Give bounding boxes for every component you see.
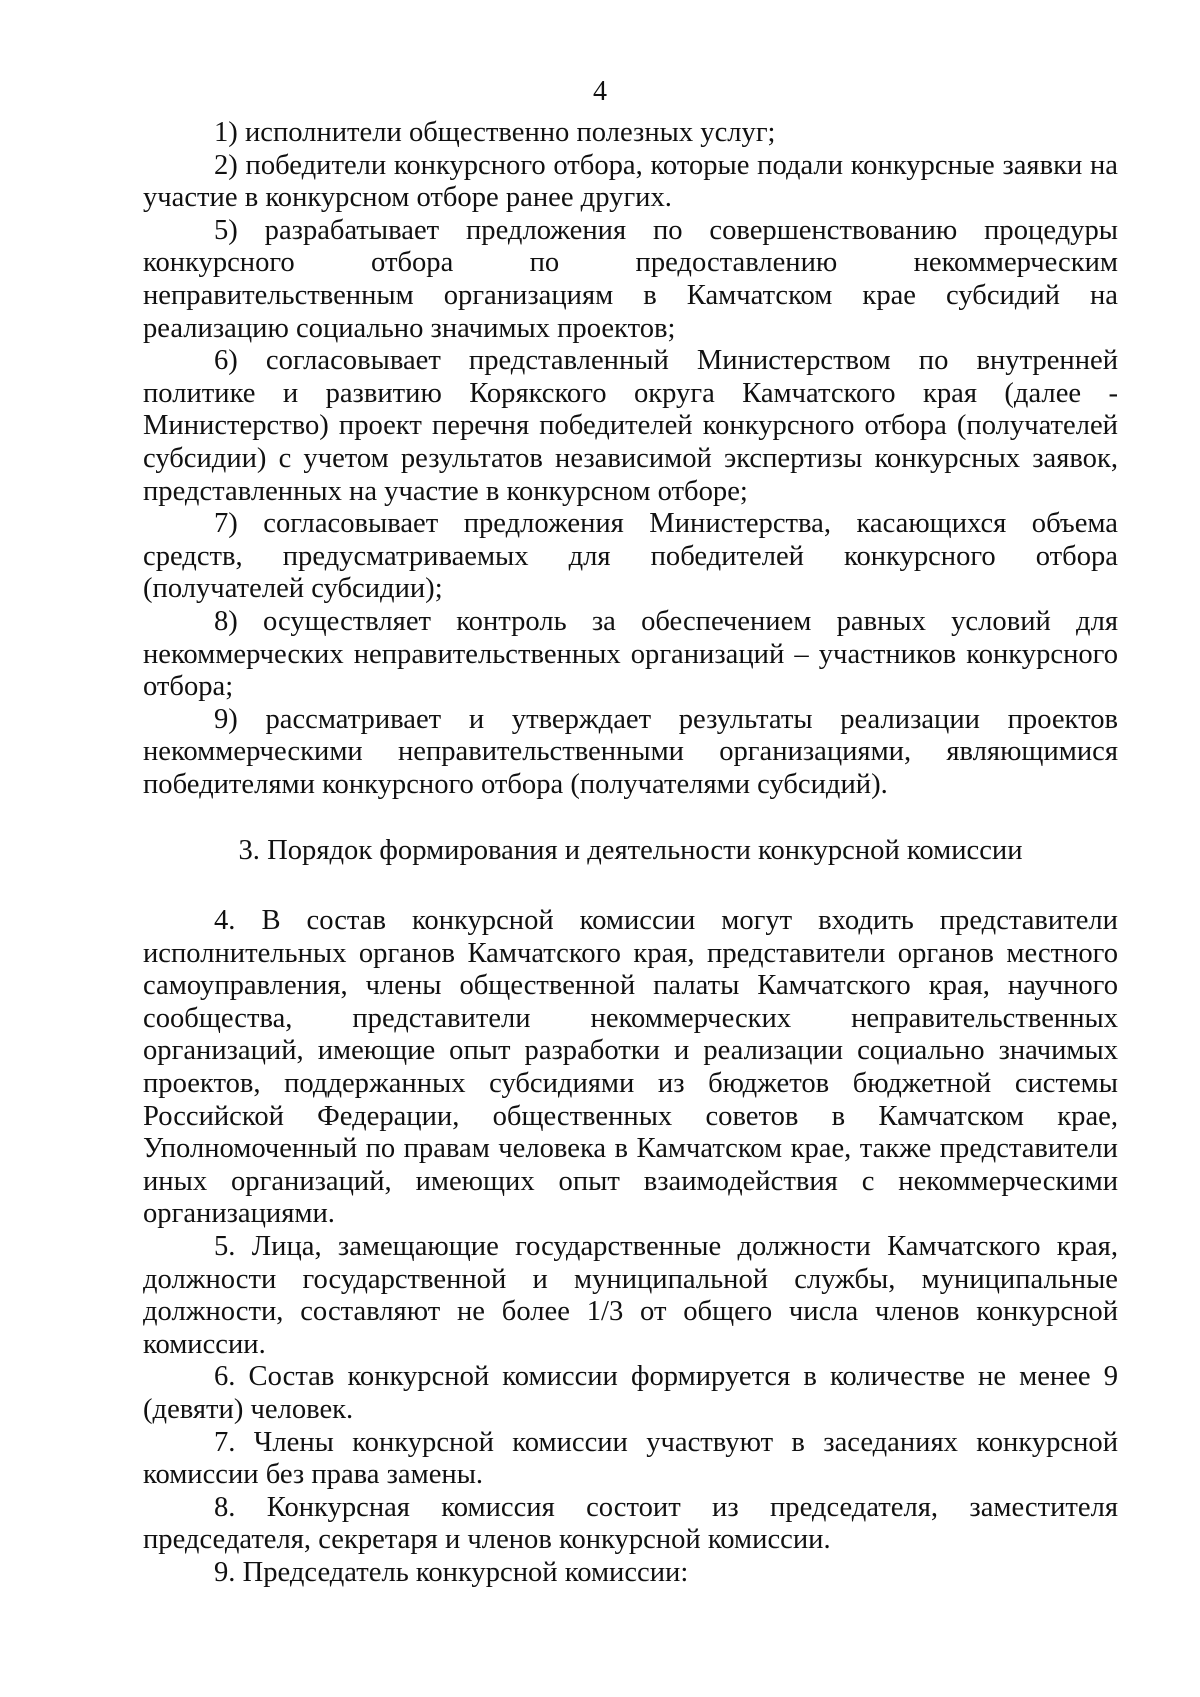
paragraph: 5. Лица, замещающие государственные должности Камчатского края, должности государственной и муниципальной службы, муниципальные должности, составляют не более 1/3 от общего числа членов конкурсной комиссии. — [143, 1231, 1118, 1360]
paragraph: 9) рассматривает и утверждает результаты реализации проектов некоммерческими неправительственными организациями, являющимися победителями конкурсного отбора (получателями субсидий). — [143, 703, 1118, 800]
paragraph: 5) разрабатывает предложения по совершенствованию процедуры конкурсного отбора по предоставлению некоммерческим неправительственным организациям в Камчатском крае субсидий на реализацию социально значимых проектов; — [143, 214, 1118, 344]
paragraph: 8) осуществляет контроль за обеспечением равных условий для некоммерческих неправительственных организаций – участников конкурсного отбора; — [143, 605, 1118, 703]
paragraph: 7. Члены конкурсной комиссии участвуют в заседаниях конкурсной комиссии без права замены. — [143, 1426, 1118, 1491]
paragraph: 1) исполнители общественно полезных услуг; — [214, 117, 776, 148]
document-body — [143, 117, 1118, 1590]
paragraph: 6) согласовывает представленный Министерством по внутренней политике и развитию Корякского округа Камчатского края (далее - Министерство) проект перечня победителей конкурсного отбора (получателей субсидии) с учетом результатов независимой экспертизы конкурсных заявок, представленных на участие в конкурсном отборе; — [143, 345, 1118, 507]
section-heading: 3. Порядок формирования и деятельности конкурсной комиссии — [238, 835, 1023, 867]
paragraph: 6. Состав конкурсной комиссии формируется в количестве не менее 9 (девяти) человек. — [143, 1361, 1118, 1425]
paragraph: 2) победители конкурсного отбора, которые подали конкурсные заявки на участие в конкурсном отборе ранее других. — [143, 149, 1118, 214]
paragraph: 8. Конкурсная комиссия состоит из председателя, заместителя председателя, секретаря и членов конкурсной комиссии. — [143, 1491, 1118, 1556]
paragraph: 7) согласовывает предложения Министерства, касающихся объема средств, предусматриваемых для победителей конкурсного отбора (получателей субсидии); — [143, 508, 1118, 605]
page-number: 4 — [593, 76, 607, 107]
paragraph: 9. Председатель конкурсной комиссии: — [214, 1556, 689, 1588]
paragraph: 4. В состав конкурсной комиссии могут входить представители исполнительных органов Камчатского края, представители органов местного самоуправления, члены общественной палаты Камчатского края, научного сообщества, представители некоммерческих неправительственных организаций, имеющие опыт разработки и реализации социально значимых проектов, поддержанных субсидиями из бюджетов бюджетной системы Российской Федерации, общественных советов в Камчатском крае, Уполномоченный по правам человека в Камчатском крае, также представители иных организаций, имеющих опыт взаимодействия с некоммерческими организациями. — [143, 905, 1118, 1230]
